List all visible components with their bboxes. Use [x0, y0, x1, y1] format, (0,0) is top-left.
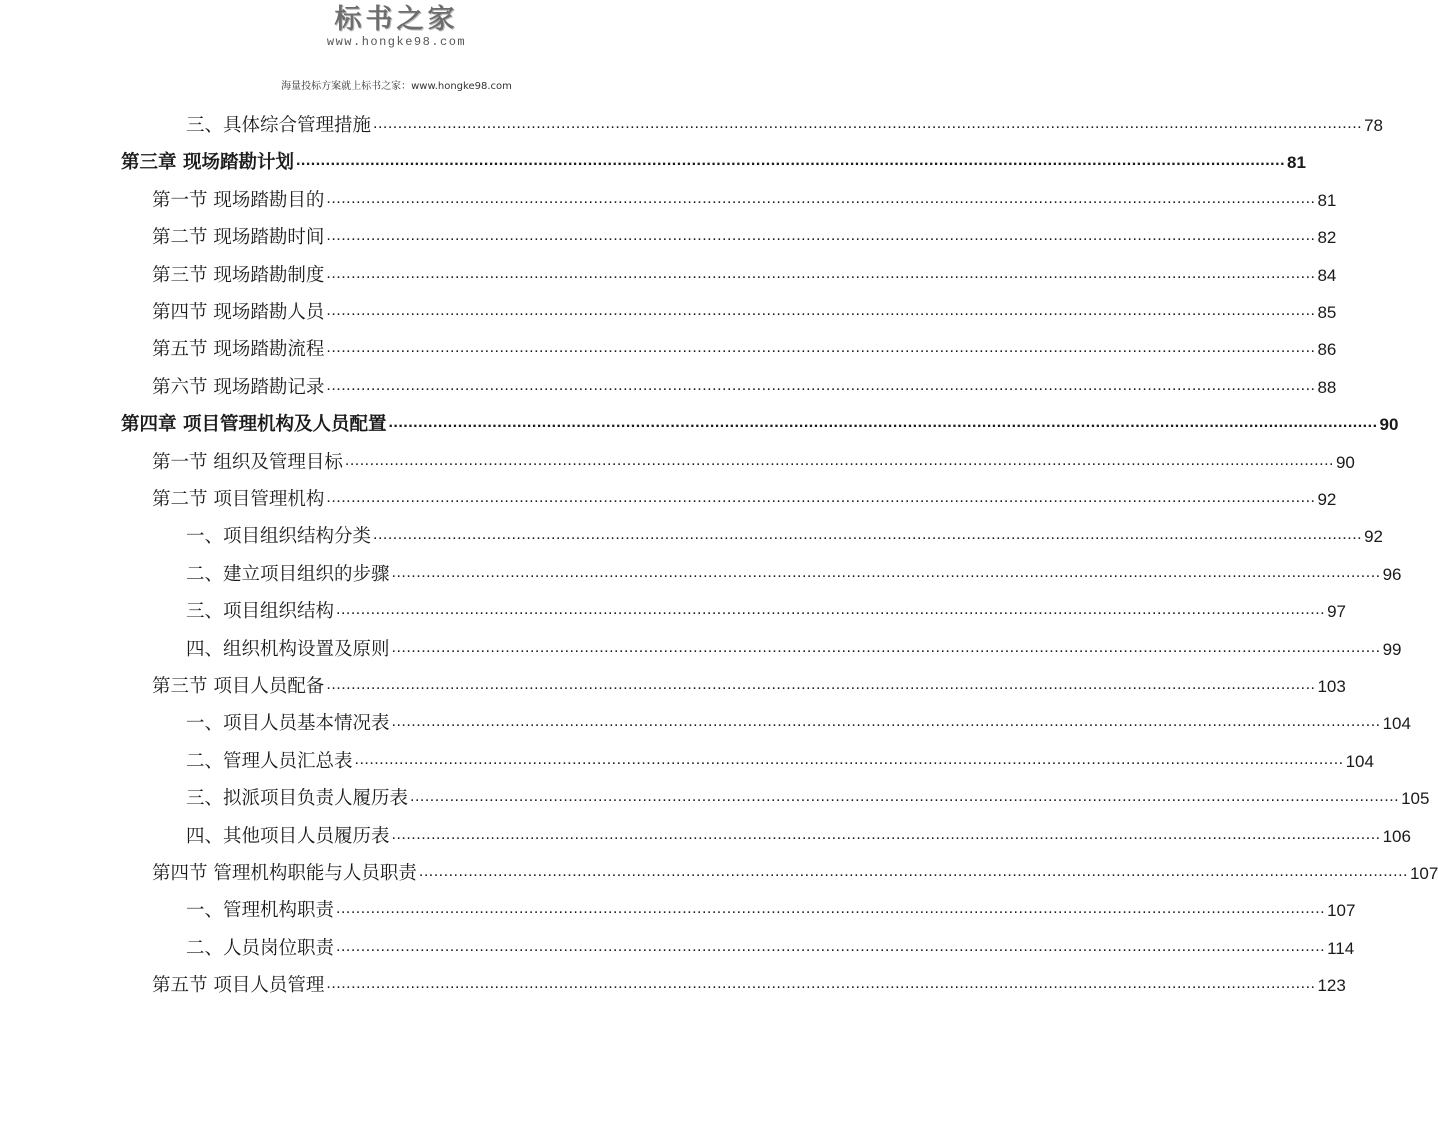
- toc-entry-title: 三、具体综合管理措施: [186, 115, 372, 136]
- toc-entry-title: 第五节 项目人员管理: [152, 975, 325, 997]
- toc-entry-title: 第四章 项目管理机构及人员配置: [121, 414, 387, 436]
- toc-entry[interactable]: [152, 331, 1337, 361]
- toc-entry-page-number: 90: [1379, 415, 1399, 435]
- toc-entry-page-number: 104: [1345, 751, 1374, 771]
- toc-entry-page-number: 84: [1317, 265, 1337, 285]
- toc-entry[interactable]: [186, 556, 1402, 586]
- toc-entry-title: 一、项目组织结构分类: [186, 526, 372, 548]
- toc-entry[interactable]: [186, 593, 1346, 623]
- toc-entry[interactable]: [152, 444, 1355, 474]
- toc-dot-leader: ........................................................................................................................................................................................................: [336, 937, 1326, 955]
- toc-entry-title: 第一节 组织及管理目标: [152, 451, 343, 473]
- toc-entry-title: 第二节 项目管理机构: [152, 489, 325, 510]
- toc-entry-title: 第三章 现场踏勘计划: [121, 152, 294, 174]
- toc-entry[interactable]: [186, 518, 1383, 548]
- toc-dot-leader: ........................................................................................................................................................................................................: [326, 302, 1316, 319]
- site-logo: [0, 4, 793, 49]
- toc-dot-leader: ........................................................................................................................................................................................................: [326, 376, 1316, 394]
- toc-entry-page-number: 114: [1327, 938, 1355, 958]
- toc-dot-leader: ........................................................................................................................................................................................................: [326, 676, 1316, 693]
- toc-entry[interactable]: [152, 481, 1337, 511]
- toc-entry[interactable]: [186, 107, 1383, 137]
- toc-entry-title: 四、其他项目人员履历表: [186, 825, 390, 847]
- toc-entry-page-number: 90: [1335, 452, 1355, 472]
- toc-entry[interactable]: [186, 818, 1411, 848]
- toc-entry-page-number: 81: [1287, 153, 1306, 173]
- toc-dot-leader: ........................................................................................................................................................................................................: [336, 900, 1326, 918]
- toc-entry-page-number: 104: [1382, 714, 1411, 734]
- toc-entry-title: 第四节 管理机构职能与人员职责: [152, 863, 417, 884]
- toc-entry-page-number: 85: [1317, 303, 1337, 322]
- toc-entry[interactable]: [186, 705, 1411, 735]
- toc-dot-leader: ........................................................................................................................................................................................................: [373, 115, 1363, 132]
- toc-entry[interactable]: [152, 219, 1337, 249]
- toc-entry-title: 第五节 现场踏勘流程: [152, 339, 325, 361]
- toc-entry-title: 第二节 现场踏勘时间: [152, 227, 325, 249]
- toc-dot-leader: ........................................................................................................................................................................................................: [391, 713, 1381, 731]
- logo-url: www.hongke98.com: [326, 35, 467, 49]
- toc-entry-title: 第一节 现场踏勘目的: [152, 189, 325, 211]
- toc-chapter-entry[interactable]: [121, 406, 1399, 436]
- toc-entry-title: 二、管理人员汇总表: [186, 750, 353, 772]
- toc-entry-title: 第三节 现场踏勘制度: [152, 264, 325, 286]
- toc-dot-leader: ........................................................................................................................................................................................................: [326, 339, 1316, 357]
- toc-entry-title: 二、建立项目组织的步骤: [186, 563, 390, 585]
- toc-entry-title: 第四节 现场踏勘人员: [152, 302, 325, 323]
- toc-entry-page-number: 96: [1382, 564, 1402, 584]
- toc-dot-leader: ........................................................................................................................................................................................................: [354, 750, 1344, 768]
- toc-entry-page-number: 86: [1317, 340, 1337, 360]
- toc-dot-leader: ........................................................................................................................................................................................................: [344, 451, 1334, 469]
- toc-entry[interactable]: [152, 182, 1337, 212]
- toc-entry-title: 第三节 项目人员配备: [152, 676, 325, 697]
- toc-entry-page-number: 107: [1409, 864, 1438, 883]
- toc-dot-leader: ........................................................................................................................................................................................................: [326, 975, 1316, 993]
- toc-entry-title: 第六节 现场踏勘记录: [152, 376, 325, 398]
- toc-entry-title: 一、管理机构职责: [186, 900, 335, 922]
- toc-entry[interactable]: [186, 743, 1374, 773]
- toc-entry-page-number: 92: [1364, 527, 1383, 547]
- toc-entry-page-number: 97: [1327, 602, 1346, 622]
- toc-chapter-entry[interactable]: [121, 144, 1306, 174]
- toc-entry-page-number: 78: [1364, 116, 1383, 135]
- toc-entry[interactable]: [152, 668, 1346, 698]
- toc-dot-leader: ........................................................................................................................................................................................................: [373, 526, 1363, 544]
- toc-dot-leader: ........................................................................................................................................................................................................: [388, 414, 1378, 432]
- toc-entry-page-number: 103: [1317, 677, 1346, 696]
- toc-dot-leader: ........................................................................................................................................................................................................: [326, 227, 1316, 245]
- toc-entry-page-number: 106: [1382, 826, 1411, 846]
- toc-dot-leader: ........................................................................................................................................................................................................: [336, 601, 1326, 619]
- toc-entry-page-number: 81: [1317, 190, 1337, 210]
- toc-dot-leader: ........................................................................................................................................................................................................: [391, 825, 1381, 843]
- toc-dot-leader: ........................................................................................................................................................................................................: [295, 152, 1286, 170]
- header-subtitle: 海量投标方案就上标书之家：www.hongke98.com: [281, 81, 512, 92]
- toc-dot-leader: ........................................................................................................................................................................................................: [410, 788, 1400, 806]
- toc-entry-title: 三、拟派项目负责人履历表: [186, 788, 409, 810]
- toc-entry-title: 一、项目人员基本情况表: [186, 713, 390, 735]
- logo-title: 标书之家: [334, 4, 459, 35]
- toc-entry-title: 三、项目组织结构: [186, 601, 335, 623]
- toc-entry-title: 四、组织机构设置及原则: [186, 638, 390, 660]
- toc-entry-title: 二、人员岗位职责: [186, 937, 335, 959]
- toc-dot-leader: ........................................................................................................................................................................................................: [391, 563, 1381, 581]
- toc-entry[interactable]: [186, 780, 1430, 810]
- toc-entry-page-number: 107: [1327, 901, 1356, 921]
- toc-entry-page-number: 88: [1317, 377, 1337, 397]
- toc-dot-leader: ........................................................................................................................................................................................................: [391, 638, 1381, 656]
- toc-entry-page-number: 123: [1317, 976, 1346, 996]
- toc-entry[interactable]: [186, 892, 1356, 922]
- toc-dot-leader: ........................................................................................................................................................................................................: [326, 264, 1316, 282]
- toc-entry-page-number: 105: [1401, 789, 1430, 809]
- toc-entry[interactable]: [152, 369, 1337, 399]
- toc-dot-leader: ........................................................................................................................................................................................................: [326, 489, 1316, 506]
- toc-entry[interactable]: [152, 855, 1438, 885]
- toc-entry[interactable]: [152, 257, 1337, 287]
- toc-entry-page-number: 92: [1317, 490, 1337, 509]
- toc-dot-leader: ........................................................................................................................................................................................................: [418, 863, 1408, 880]
- toc-entry-page-number: 99: [1382, 639, 1402, 659]
- toc-entry[interactable]: [186, 930, 1355, 960]
- toc-entry[interactable]: [152, 967, 1346, 997]
- toc-entry[interactable]: [186, 631, 1402, 661]
- toc-dot-leader: ........................................................................................................................................................................................................: [326, 189, 1316, 207]
- toc-entry[interactable]: [152, 294, 1337, 324]
- toc-entry-page-number: 82: [1317, 228, 1337, 248]
